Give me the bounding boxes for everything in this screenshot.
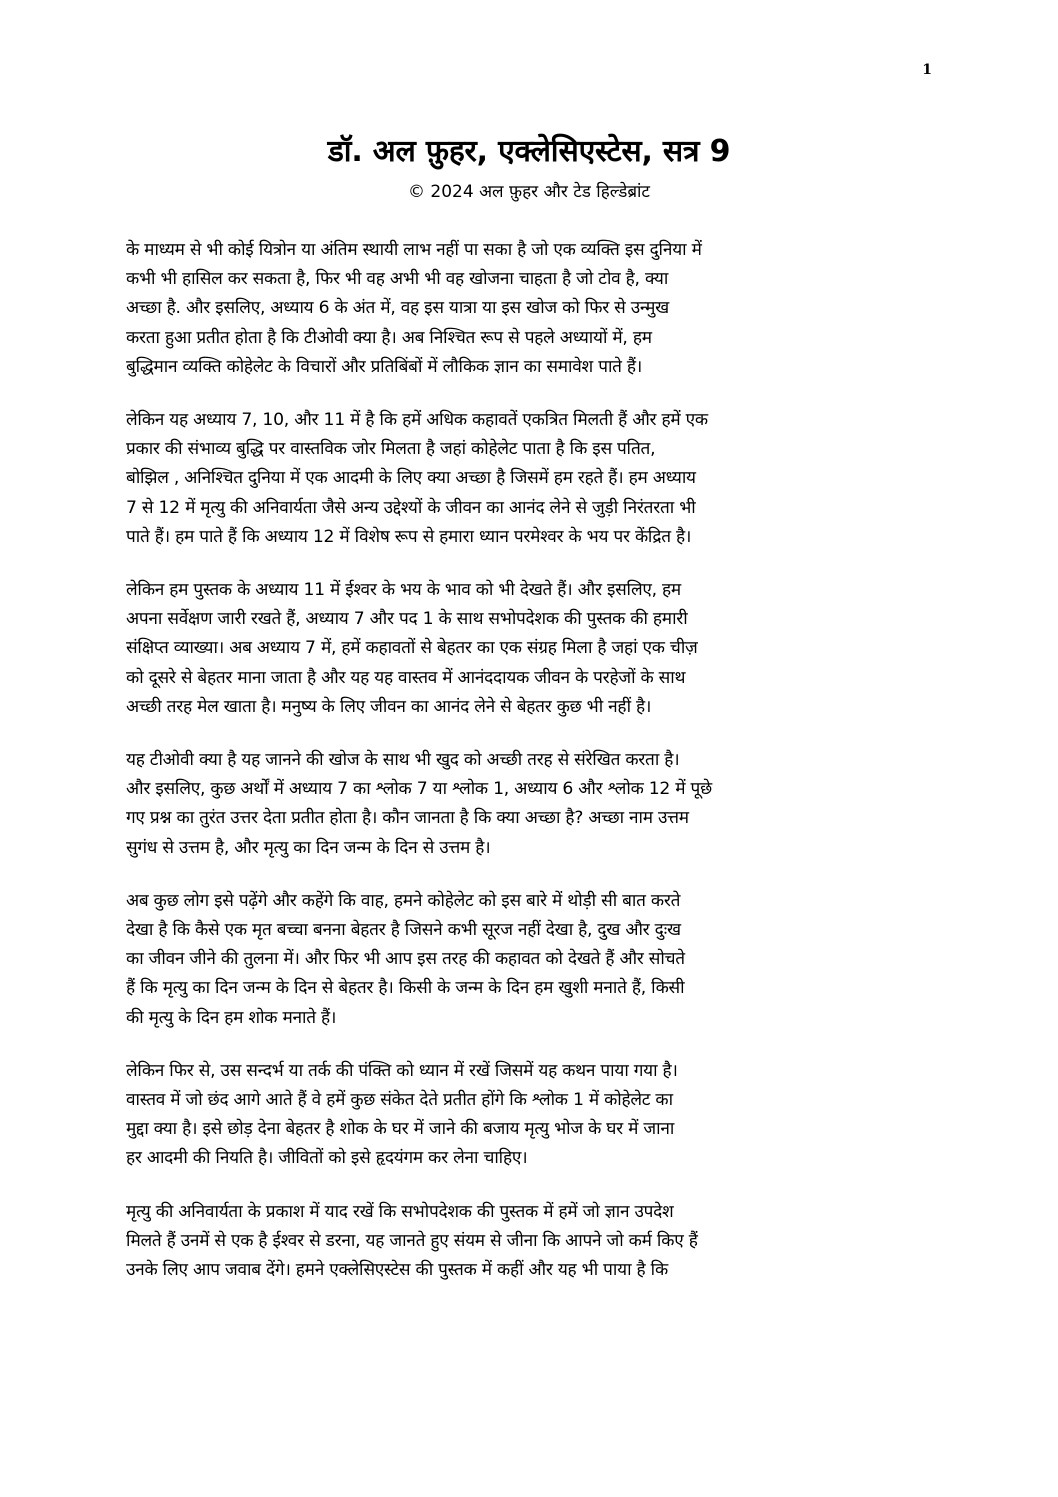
paragraph: लेकिन हम पुस्तक के अध्याय 11 में ईश्वर के भय के भाव को भी देखते हैं। और इसलिए, हम अपना सर्वेक्षण जारी रखते हैं, अध्याय 7 और पद 1 के साथ सभोपदेशक की पुस्तक की हमारी संक्षिप्त व्याख्या। अब अध्याय 7 में, हमें कहावतों से बेहतर का एक संग्रह मिला है जहां एक चीज़ को दूसरे से बेहतर माना जाता है और यह यह वास्तव में आनंददायक जीवन के परहेजों के साथ अच्छी तरह मेल खाता है। मनुष्य के लिए जीवन का आनंद लेने से बेहतर कुछ भी नहीं है।: [126, 580, 698, 717]
paragraph: लेकिन फिर से, उस सन्दर्भ या तर्क की पंक्ति को ध्यान में रखें जिसमें यह कथन पाया गया है। वास्तव में जो छंद आगे आते हैं वे हमें कुछ संकेत देते प्रतीत होंगे कि श्लोक 1 में कोहेलेट का मुद्दा क्या है। इसे छोड़ देना बेहतर है शोक के घर में जाने की बजाय मृत्यु भोज के घर में जाना हर आदमी की नियति है। जीवितों को इसे हृदयंगम कर लेना चाहिए।: [126, 1060, 678, 1169]
page-number: 1: [922, 62, 932, 78]
copyright-line: © 2024 अल फ़ुहर और टेड हिल्डेब्रांट: [408, 182, 650, 202]
paragraph: के माध्यम से भी कोई यित्रोन या अंतिम स्थायी लाभ नहीं पा सका है जो एक व्यक्ति इस दुनिया में कभी भी हासिल कर सकता है, फिर भी वह अभी भी वह खोजना चाहता है जो टोव है, क्या अच्छा है. और इसलिए, अध्याय 6 के अंत में, वह इस यात्रा या इस खोज को फिर से उन्मुख करता हुआ प्रतीत होता है कि टीओवी क्या है। अब निश्चित रूप से पहले अध्यायों में, हम बुद्धिमान व्यक्ति कोहेलेट के विचारों और प्रतिबिंबों में लौकिक ज्ञान का समावेश पाते हैं।: [126, 240, 702, 377]
paragraph: अब कुछ लोग इसे पढ़ेंगे और कहेंगे कि वाह, हमने कोहेलेट को इस बारे में थोड़ी सी बात करते देखा है कि कैसे एक मृत बच्चा बनना बेहतर है जिसने कभी सूरज नहीं देखा है, दुख और दुःख का जीवन जीने की तुलना में। और फिर भी आप इस तरह की कहावत को देखते हैं और सोचते हैं कि मृत्यु का दिन जन्म के दिन से बेहतर है। किसी के जन्म के दिन हम खुशी मनाते हैं, किसी की मृत्यु के दिन हम शोक मनाते हैं।: [126, 890, 685, 1028]
page-title: डॉ. अल फ़ुहर, एक्लेसिएस्टेस, सत्र 9: [327, 134, 731, 169]
document-body: [126, 236, 934, 1309]
paragraph: मृत्यु की अनिवार्यता के प्रकाश में याद रखें कि सभोपदेशक की पुस्तक में हमें जो ज्ञान उपदेश मिलते हैं उनमें से एक है ईश्वर से डरना, यह जानते हुए संयम से जीना कि आपने जो कर्म किए हैं उनके लिए आप जवाब देंगे। हमने एक्लेसिएस्टेस की पुस्तक में कहीं और यह भी पाया है कि: [126, 1201, 698, 1281]
paragraph: यह टीओवी क्या है यह जानने की खोज के साथ भी खुद को अच्छी तरह से संरेखित करता है। और इसलिए, कुछ अर्थों में अध्याय 7 का श्लोक 7 या श्लोक 1, अध्याय 6 और श्लोक 12 में पूछे गए प्रश्न का तुरंत उत्तर देता प्रतीत होता है। कौन जानता है कि क्या अच्छा है? अच्छा नाम उत्तम सुगंध से उत्तम है, और मृत्यु का दिन जन्म के दिन से उत्तम है।: [126, 750, 712, 858]
paragraph: लेकिन यह अध्याय 7, 10, और 11 में है कि हमें अधिक कहावतें एकत्रित मिलती हैं और हमें एक प्रकार की संभाव्य बुद्धि पर वास्तविक जोर मिलता है जहां कोहेलेट पाता है कि इस पतित, बोझिल , अनिश्चित दुनिया में एक आदमी के लिए क्या अच्छा है जिसमें हम रहते हैं। हम अध्याय 7 से 12 में मृत्यु की अनिवार्यता जैसे अन्य उद्देश्यों के जीवन का आनंद लेने से जुड़ी निरंतरता भी पाते हैं। हम पाते हैं कि अध्याय 12 में विशेष रूप से हमारा ध्यान परमेश्वर के भय पर केंद्रित है।: [126, 410, 708, 547]
